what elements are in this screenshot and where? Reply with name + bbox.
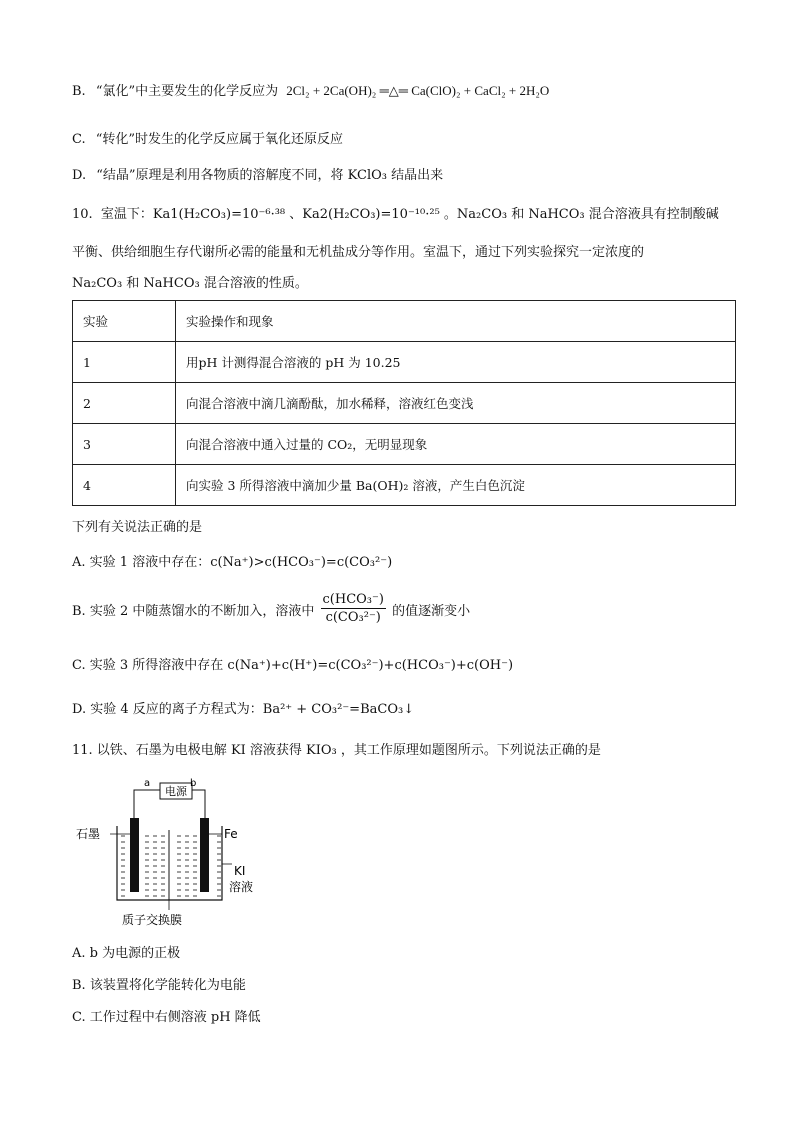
iron-electrode <box>200 818 209 892</box>
power-supply-label: 电源 <box>165 785 187 798</box>
terminal-b-label: b <box>190 778 197 789</box>
q10-option-c: C. 实验 3 所得溶液中存在 c(Na⁺)+c(H⁺)=c(CO₃²⁻)+c(HCO₃⁻)+c(OH⁻) <box>72 658 514 673</box>
q10-stem-line2: 平衡、供给细胞生存代谢所必需的能量和无机盐成分等作用。室温下，通过下列实验探究一定浓度的 <box>72 245 645 260</box>
q11-option-a: A. b 为电源的正极 <box>72 946 181 961</box>
experiment-table <box>72 300 736 506</box>
q10-stem-line1 <box>72 206 719 224</box>
option-prefix: D. <box>72 168 87 183</box>
wire-left <box>134 790 160 818</box>
table-row <box>73 465 736 506</box>
table-row <box>73 383 736 424</box>
concentration-fraction <box>321 592 386 627</box>
membrane-label: 质子交换膜 <box>122 913 183 927</box>
q11-option-b: B. 该装置将化学能转化为电能 <box>72 978 246 993</box>
iron-label: Fe <box>224 827 238 841</box>
table-header-cell: 实验 <box>73 301 176 342</box>
q11-option-c: C. 工作过程中右侧溶液 pH 降低 <box>72 1010 261 1025</box>
q9-option-d <box>72 167 443 185</box>
q10-option-b <box>72 592 470 627</box>
q10-stem-line3: Na₂CO₃ 和 NaHCO₃ 混合溶液的性质。 <box>72 276 308 291</box>
option-prefix: C. <box>72 132 86 147</box>
option-prefix: B. <box>72 84 86 99</box>
table-cell: 4 <box>73 465 176 506</box>
ki-label: KI <box>234 864 246 878</box>
solution-label: 溶液 <box>229 880 254 894</box>
q10-question: 下列有关说法正确的是 <box>72 520 203 535</box>
option-text: “转化”时发生的化学反应属于氧化还原反应 <box>95 132 344 147</box>
question-number: 10. <box>72 207 93 222</box>
graphite-electrode <box>130 818 139 892</box>
table-row <box>73 424 736 465</box>
chemical-equation: 2Cl₂ + 2Ca(OH)₂ ═△═ Ca(ClO)₂ + CaCl₂ + 2H₂O <box>286 83 550 98</box>
table-header-cell: 实验操作和现象 <box>176 301 736 342</box>
graphite-label: 石墨 <box>76 827 101 841</box>
wire-right <box>192 790 205 818</box>
terminal-a-label: a <box>144 778 151 789</box>
table-header-row <box>73 301 736 342</box>
table-cell: 2 <box>73 383 176 424</box>
table-cell: 向混合溶液中通入过量的 CO₂，无明显现象 <box>176 424 736 465</box>
option-text: 的值逐渐变小 <box>392 604 471 619</box>
table-cell: 3 <box>73 424 176 465</box>
electrolysis-diagram <box>72 778 272 928</box>
table-cell: 1 <box>73 342 176 383</box>
option-text: B. 实验 2 中随蒸馏水的不断加入，溶液中 <box>72 604 315 619</box>
q11-stem: 11. 以铁、石墨为电极电解 KI 溶液获得 KIO₃ ，其工作原理如题图所示。下列说法正确的是 <box>72 743 601 758</box>
option-text: “结晶”原理是利用各物质的溶解度不同，将 KClO₃ 结晶出来 <box>96 168 444 183</box>
fraction-denominator: c(CO₃²⁻) <box>325 610 381 625</box>
question-text: 室温下：Ka1(H₂CO₃)=10⁻⁶·³⁸ 、Ka2(H₂CO₃)=10⁻¹⁰·²⁵ 。Na₂CO₃ 和 NaHCO₃ 混合溶液具有控制酸碱 <box>100 207 719 222</box>
option-text: “氯化”中主要发生的化学反应为 <box>95 84 279 99</box>
table-cell: 用pH 计测得混合溶液的 pH 为 10.25 <box>176 342 736 383</box>
q9-option-c <box>72 131 343 149</box>
table-cell: 向实验 3 所得溶液中滴加少量 Ba(OH)₂ 溶液，产生白色沉淀 <box>176 465 736 506</box>
q10-option-a: A. 实验 1 溶液中存在：c(Na⁺)>c(HCO₃⁻)=c(CO₃²⁻) <box>72 555 393 570</box>
table-row <box>73 342 736 383</box>
q9-option-b <box>72 82 549 101</box>
table-cell: 向混合溶液中滴几滴酚酞，加水稀释，溶液红色变浅 <box>176 383 736 424</box>
fraction-numerator: c(HCO₃⁻) <box>322 592 384 607</box>
q10-option-d: D. 实验 4 反应的离子方程式为：Ba²⁺ + CO₃²⁻=BaCO₃↓ <box>72 702 415 717</box>
